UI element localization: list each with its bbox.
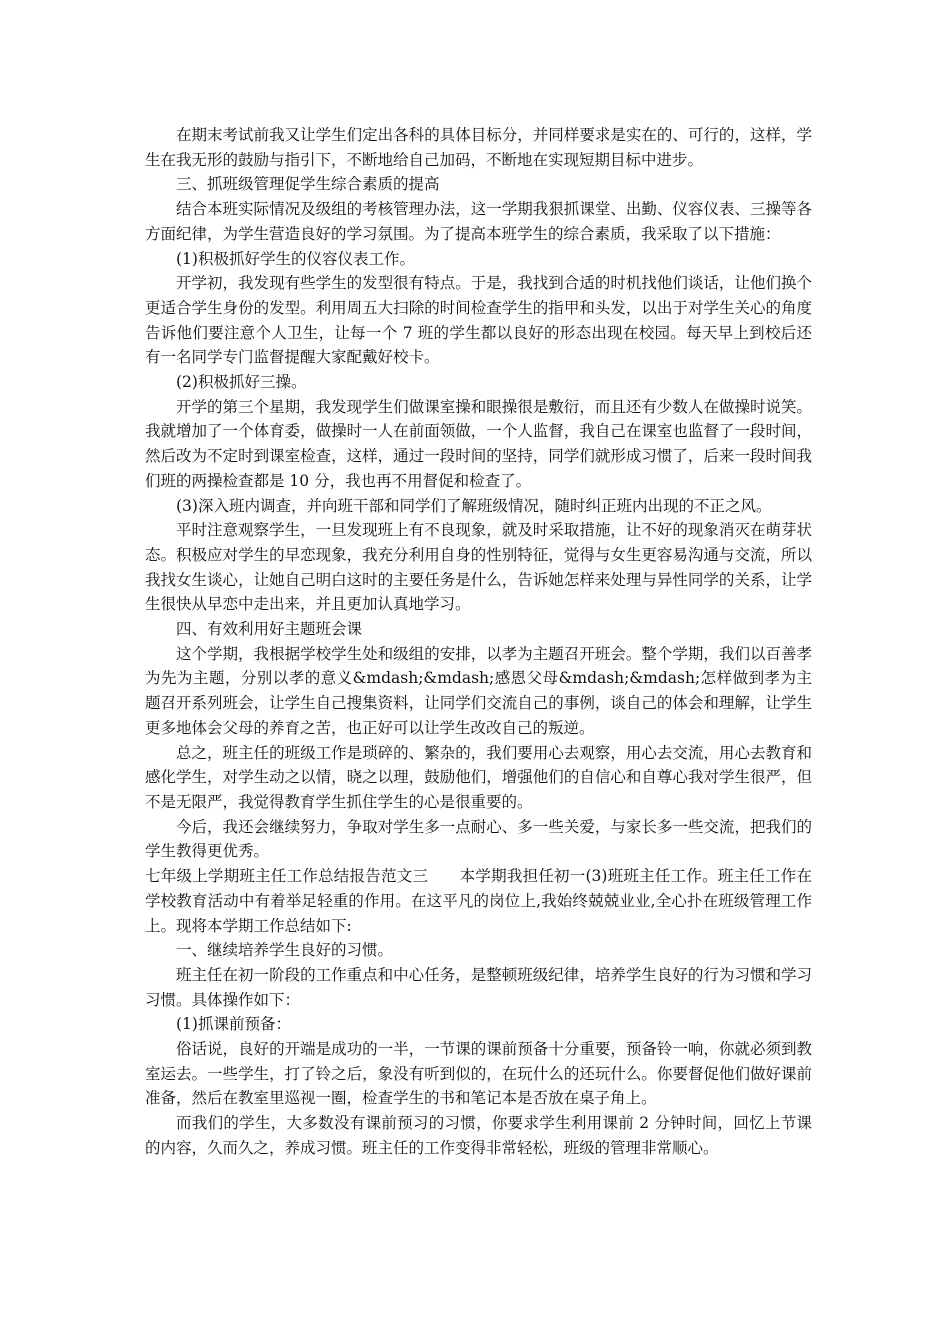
document-body: [145, 123, 812, 1161]
paragraph: 今后，我还会继续努力，争取对学生多一点耐心、多一些关爱，与家长多一些交流，把我们的学生教得更优秀。: [145, 817, 812, 861]
section-heading: 一、继续培养学生良好的习惯。: [176, 941, 394, 960]
paragraph: 开学的第三个星期，我发现学生们做课室操和眼操很是敷衍，而且还有少数人在做操时说笑。我就增加了一个体育委，做操时一人在前面领做，一个人监督，我自己在课室也监督了一段时间，然后改为不定时到课室检查，这样，通过一段时间的坚持，同学们就形成习惯了，后来一段时间我们班的两操检查都是 10 分，我也再不用督促和检查了。: [145, 397, 812, 490]
article-title-paragraph: 七年级上学期班主任工作总结报告范文三 本学期我担任初一(3)班班主任工作。班主任工作在学校教育活动中有着举足轻重的作用。在这平凡的岗位上,我始终兢兢业业,全心扑在班级管理工作上。现将本学期工作总结如下:: [145, 867, 812, 935]
paragraph: 开学初，我发现有些学生的发型很有特点。于是，我找到合适的时机找他们谈话，让他们换个更适合学生身份的发型。利用周五大扫除的时间检查学生的指甲和头发，以出于对学生关心的角度告诉他们要注意个人卫生，让每一个 7 班的学生都以良好的形态出现在校园。每天早上到校后还有一名同学专门监督提醒大家配戴好校卡。: [145, 274, 812, 367]
paragraph: 总之，班主任的班级工作是琐碎的、繁杂的，我们要用心去观察，用心去交流，用心去教育和感化学生，对学生动之以情，晓之以理，鼓励他们，增强他们的自信心和自尊心我对学生很严，但不是无限严，我觉得教育学生抓住学生的心是很重要的。: [145, 743, 812, 811]
paragraph: 在期末考试前我又让学生们定出各科的具体目标分，并同样要求是实在的、可行的，这样，学生在我无形的鼓励与指引下，不断地给自己加码，不断地在实现短期目标中进步。: [145, 126, 812, 169]
paragraph: 结合本班实际情况及级组的考核管理办法，这一学期我狠抓课堂、出勤、仪容仪表、三操等各方面纪律，为学生营造良好的学习氛围。为了提高本班学生的综合素质，我采取了以下措施：: [145, 200, 812, 243]
list-item-heading: (3)深入班内调查，并向班干部和同学们了解班级情况，随时纠正班内出现的不正之风。: [176, 496, 772, 515]
list-item-heading: (1)抓课前预备：: [176, 1015, 291, 1034]
paragraph: 这个学期，我根据学校学生处和级组的安排，以孝为主题召开班会。整个学期，我们以百善孝为先为主题，分别以孝的意义&mdash;&mdash;感恩父母&mdash;&mdash;怎样做到孝为主题召开系列班会，让学生自己搜集资料，让同学们交流自己的事例，谈自己的体会和理解，让学生更多地体会父母的养育之苦，也正好可以让学生改改自己的叛逆。: [145, 644, 812, 737]
list-item-heading: (2)积极抓好三操。: [176, 373, 307, 392]
paragraph: 班主任在初一阶段的工作重点和中心任务，是整顿班级纪律，培养学生良好的行为习惯和学习习惯。具体操作如下：: [145, 965, 812, 1009]
paragraph: 平时注意观察学生，一旦发现班上有不良现象，就及时采取措施，让不好的现象消灭在萌芽状态。积极应对学生的早恋现象，我充分利用自身的性别特征，觉得与女生更容易沟通与交流，所以我找女生谈心，让她自己明白这时的主要任务是什么，告诉她怎样来处理与异性同学的关系，让学生很快从早恋中走出来，并且更加认真地学习。: [145, 521, 812, 614]
list-item-heading: (1)积极抓好学生的仪容仪表工作。: [176, 249, 415, 268]
paragraph: 俗话说，良好的开端是成功的一半，一节课的课前预备十分重要，预备铃一响，你就必须到教室运去。一些学生，打了铃之后，象没有听到似的，在玩什么的还玩什么。你要督促他们做好课前准备，然后在教室里巡视一圈，检查学生的书和笔记本是否放在桌子角上。: [145, 1040, 812, 1108]
paragraph: 而我们的学生，大多数没有课前预习的习惯，你要求学生利用课前 2 分钟时间，回忆上节课的内容，久而久之，养成习惯。班主任的工作变得非常轻松，班级的管理非常顺心。: [145, 1114, 812, 1157]
section-heading: 三、抓班级管理促学生综合素质的提高: [176, 175, 440, 194]
section-heading: 四、有效利用好主题班会课: [176, 620, 363, 639]
